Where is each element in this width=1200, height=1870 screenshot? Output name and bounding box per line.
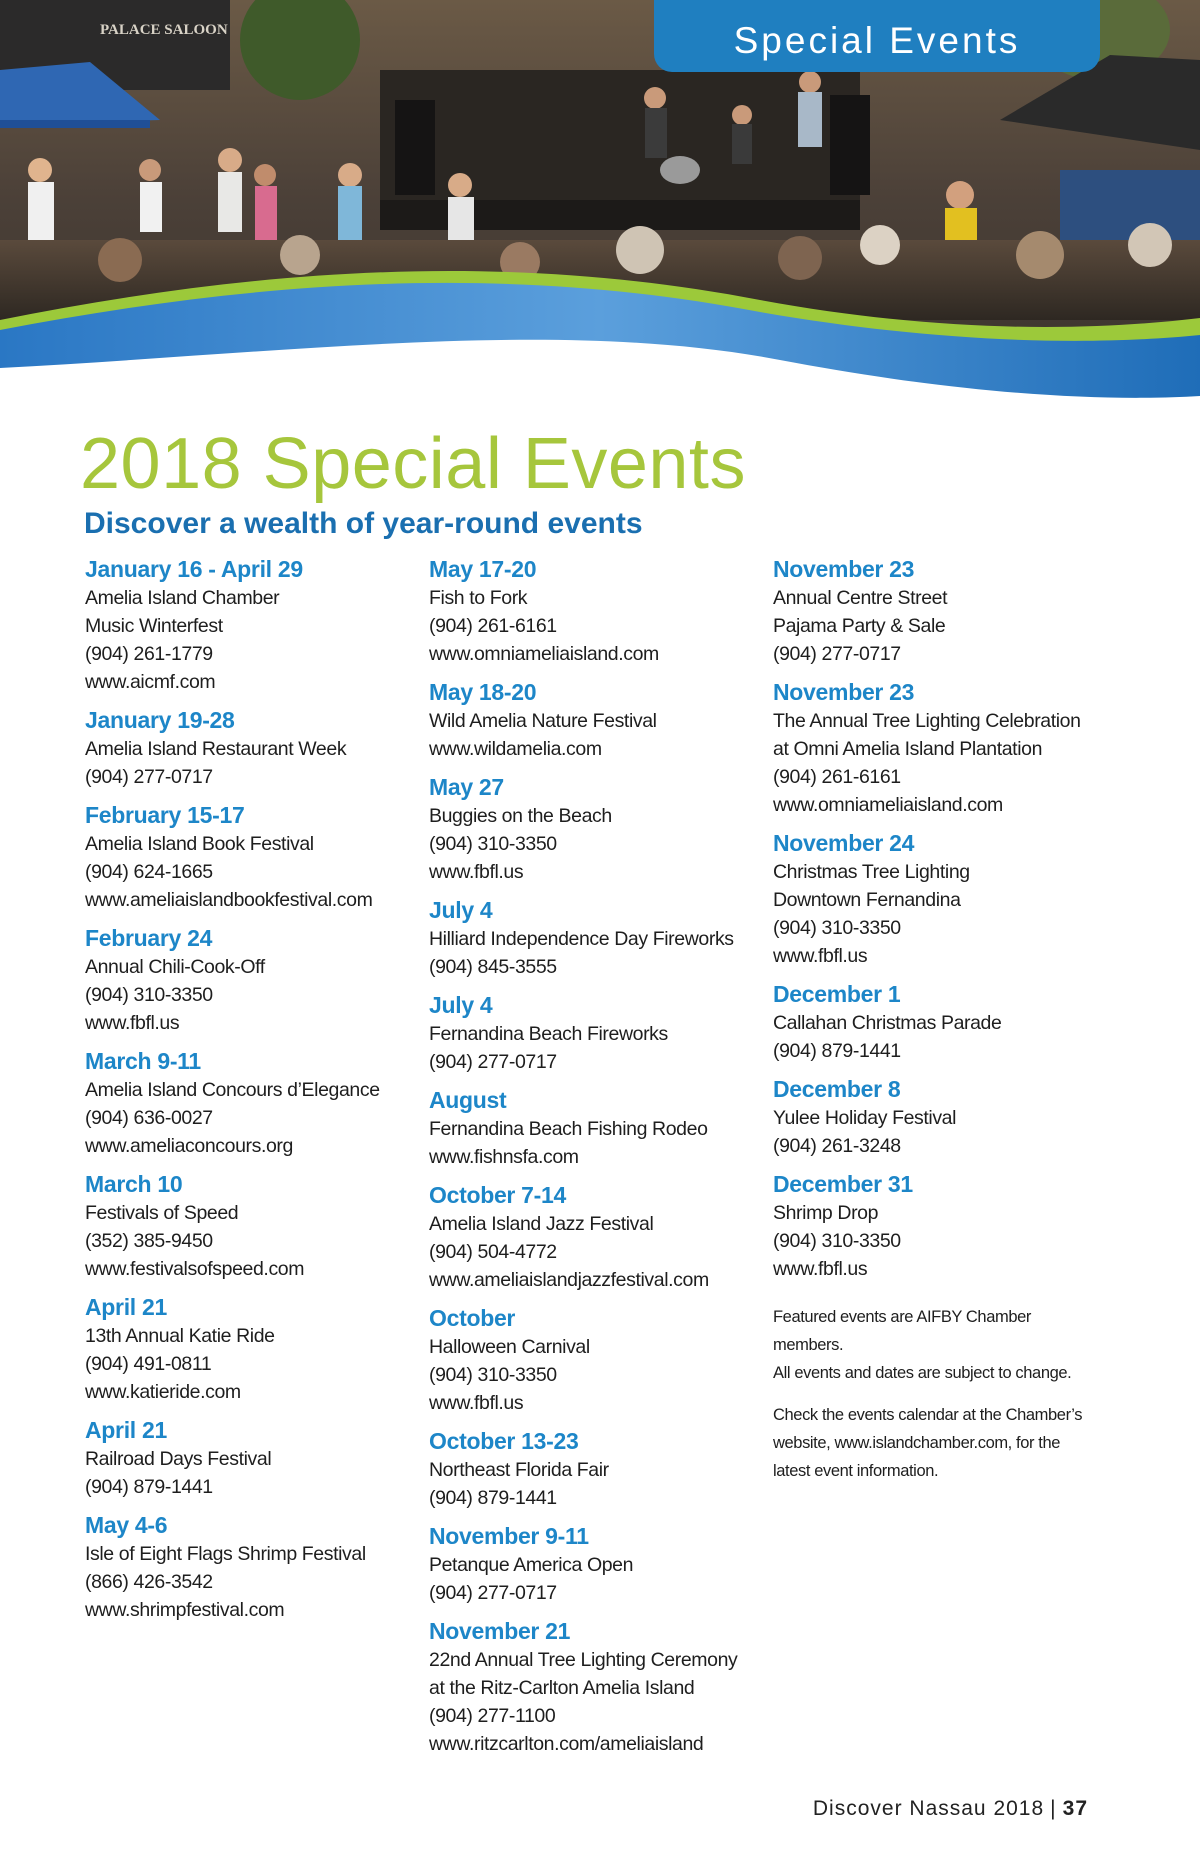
event-phone: (904) 310-3350 bbox=[773, 1230, 901, 1252]
event-name: Isle of Eight Flags Shrimp Festival bbox=[85, 1543, 366, 1565]
event-name: Annual Chili-Cook-Off bbox=[85, 956, 265, 978]
event-date: December 31 bbox=[773, 1171, 913, 1197]
event-entry bbox=[429, 1085, 779, 1171]
event-name: 22nd Annual Tree Lighting Ceremony bbox=[429, 1649, 738, 1671]
event-date: January 19-28 bbox=[85, 707, 235, 733]
event-entry bbox=[429, 1521, 779, 1607]
event-date: October bbox=[429, 1305, 516, 1331]
event-website: www.omniameliaisland.com bbox=[429, 643, 659, 665]
event-entry bbox=[773, 1074, 1093, 1160]
section-tab: Special Events bbox=[654, 0, 1100, 72]
event-phone: (904) 845-3555 bbox=[429, 956, 557, 978]
event-name: The Annual Tree Lighting Celebration bbox=[773, 710, 1081, 732]
event-phone: (904) 310-3350 bbox=[429, 833, 557, 855]
events-list bbox=[773, 554, 1093, 1283]
event-entry bbox=[773, 828, 1093, 970]
note-line: Check the events calendar at the Chamber’s bbox=[773, 1406, 1083, 1424]
note-line: Featured events are AIFBY Chamber members. bbox=[773, 1308, 1031, 1354]
event-date: November 21 bbox=[429, 1618, 571, 1644]
event-website: www.fishnsfa.com bbox=[429, 1146, 579, 1168]
event-phone: (352) 385-9450 bbox=[85, 1230, 213, 1252]
event-phone: (904) 879-1441 bbox=[429, 1487, 557, 1509]
event-entry bbox=[85, 1169, 425, 1283]
publication-name: Discover Nassau 2018 bbox=[812, 1797, 1045, 1820]
event-entry bbox=[773, 1169, 1093, 1283]
event-entry bbox=[85, 1415, 425, 1501]
events-column-2 bbox=[429, 554, 779, 1767]
event-website: www.aicmf.com bbox=[85, 671, 216, 693]
event-entry bbox=[429, 772, 779, 886]
event-phone: (904) 277-0717 bbox=[85, 766, 213, 788]
saloon-sign: PALACE SALOON bbox=[100, 22, 228, 38]
event-phone: (904) 504-4772 bbox=[429, 1241, 557, 1263]
page-title: 2018 Special Events bbox=[80, 424, 746, 504]
event-entry bbox=[429, 677, 779, 763]
event-phone: (904) 261-6161 bbox=[429, 615, 557, 637]
event-website: www.omniameliaisland.com bbox=[773, 794, 1003, 816]
event-name: Christmas Tree Lighting bbox=[773, 861, 970, 883]
event-date: November 23 bbox=[773, 556, 915, 582]
event-date: August bbox=[429, 1087, 507, 1113]
event-name: Yulee Holiday Festival bbox=[773, 1107, 957, 1129]
event-date: May 18-20 bbox=[429, 679, 537, 705]
event-date: February 15-17 bbox=[85, 802, 245, 828]
event-phone: (904) 310-3350 bbox=[429, 1364, 557, 1386]
event-date: December 8 bbox=[773, 1076, 901, 1102]
event-entry bbox=[85, 705, 425, 791]
event-date: March 10 bbox=[85, 1171, 183, 1197]
event-entry bbox=[429, 895, 779, 981]
event-date: January 16 - April 29 bbox=[85, 556, 303, 582]
event-name: Buggies on the Beach bbox=[429, 805, 612, 827]
event-date: October 13-23 bbox=[429, 1428, 579, 1454]
event-website: www.fbfl.us bbox=[773, 1258, 868, 1280]
event-website: www.fbfl.us bbox=[429, 861, 524, 883]
event-website: www.ameliaislandjazzfestival.com bbox=[429, 1269, 709, 1291]
event-phone: (904) 277-0717 bbox=[429, 1051, 557, 1073]
events-column-3 bbox=[773, 554, 1093, 1499]
event-name: Callahan Christmas Parade bbox=[773, 1012, 1002, 1034]
event-name: at Omni Amelia Island Plantation bbox=[773, 738, 1043, 760]
event-phone: (904) 261-1779 bbox=[85, 643, 213, 665]
event-name: Amelia Island Chamber bbox=[85, 587, 280, 609]
event-name: Wild Amelia Nature Festival bbox=[429, 710, 657, 732]
event-name: Shrimp Drop bbox=[773, 1202, 879, 1224]
event-phone: (904) 261-3248 bbox=[773, 1135, 901, 1157]
note-paragraph bbox=[773, 1303, 1093, 1387]
event-entry bbox=[773, 554, 1093, 668]
event-date: October 7-14 bbox=[429, 1182, 567, 1208]
event-name: Amelia Island Book Festival bbox=[85, 833, 314, 855]
event-website: www.fbfl.us bbox=[429, 1392, 524, 1414]
note-line: website, www.islandchamber.com, for the bbox=[773, 1434, 1061, 1452]
event-date: March 9-11 bbox=[85, 1048, 201, 1074]
event-entry bbox=[85, 800, 425, 914]
event-phone: (904) 879-1441 bbox=[85, 1476, 213, 1498]
event-website: www.fbfl.us bbox=[773, 945, 868, 967]
footer-separator: | bbox=[1050, 1797, 1057, 1820]
page-number: 37 bbox=[1062, 1797, 1088, 1820]
event-name: 13th Annual Katie Ride bbox=[85, 1325, 275, 1347]
event-entry bbox=[429, 1180, 779, 1294]
event-phone: (904) 624-1665 bbox=[85, 861, 213, 883]
event-phone: (904) 310-3350 bbox=[85, 984, 213, 1006]
event-date: November 24 bbox=[773, 830, 915, 856]
event-name: Northeast Florida Fair bbox=[429, 1459, 609, 1481]
event-website: www.wildamelia.com bbox=[429, 738, 602, 760]
event-website: www.shrimpfestival.com bbox=[85, 1599, 285, 1621]
event-website: www.ameliaconcours.org bbox=[85, 1135, 293, 1157]
event-date: July 4 bbox=[429, 992, 493, 1018]
event-entry bbox=[429, 1616, 779, 1758]
event-name: Halloween Carnival bbox=[429, 1336, 590, 1358]
event-phone: (904) 277-0717 bbox=[773, 643, 901, 665]
event-entry bbox=[85, 554, 425, 696]
event-name: Fernandina Beach Fireworks bbox=[429, 1023, 668, 1045]
event-date: February 24 bbox=[85, 925, 213, 951]
event-date: July 4 bbox=[429, 897, 493, 923]
event-date: November 9-11 bbox=[429, 1523, 589, 1549]
event-phone: (904) 491-0811 bbox=[85, 1353, 212, 1375]
event-entry bbox=[773, 979, 1093, 1065]
event-name: at the Ritz-Carlton Amelia Island bbox=[429, 1677, 695, 1699]
event-phone: (904) 636-0027 bbox=[85, 1107, 213, 1129]
event-entry bbox=[429, 990, 779, 1076]
event-name: Railroad Days Festival bbox=[85, 1448, 272, 1470]
event-phone: (904) 277-1100 bbox=[429, 1705, 556, 1727]
event-website: www.fbfl.us bbox=[85, 1012, 180, 1034]
event-name: Fish to Fork bbox=[429, 587, 528, 609]
event-phone: (904) 310-3350 bbox=[773, 917, 901, 939]
event-date: November 23 bbox=[773, 679, 915, 705]
event-phone: (904) 277-0717 bbox=[429, 1582, 557, 1604]
event-name: Annual Centre Street bbox=[773, 587, 948, 609]
event-entry bbox=[85, 1046, 425, 1160]
event-entry bbox=[773, 677, 1093, 819]
event-website: www.ameliaislandbookfestival.com bbox=[85, 889, 373, 911]
note-paragraph bbox=[773, 1401, 1093, 1485]
events-column-1 bbox=[85, 554, 425, 1633]
event-name: Hilliard Independence Day Fireworks bbox=[429, 928, 734, 950]
notes bbox=[773, 1303, 1093, 1485]
event-name: Festivals of Speed bbox=[85, 1202, 239, 1224]
note-line: latest event information. bbox=[773, 1462, 939, 1480]
event-name: Amelia Island Concours d’Elegance bbox=[85, 1079, 380, 1101]
event-phone: (866) 426-3542 bbox=[85, 1571, 213, 1593]
event-website: www.katieride.com bbox=[85, 1381, 241, 1403]
event-entry bbox=[85, 923, 425, 1037]
event-entry bbox=[85, 1510, 425, 1624]
note-line: All events and dates are subject to change. bbox=[773, 1364, 1072, 1382]
event-date: May 17-20 bbox=[429, 556, 537, 582]
event-name: Downtown Fernandina bbox=[773, 889, 961, 911]
event-name: Pajama Party & Sale bbox=[773, 615, 946, 637]
event-entry bbox=[429, 1303, 779, 1417]
event-name: Music Winterfest bbox=[85, 615, 223, 637]
event-website: www.festivalsofspeed.com bbox=[85, 1258, 305, 1280]
event-date: May 4-6 bbox=[85, 1512, 168, 1538]
event-phone: (904) 261-6161 bbox=[773, 766, 901, 788]
page-footer bbox=[813, 1797, 1088, 1821]
event-entry bbox=[429, 554, 779, 668]
event-name: Fernandina Beach Fishing Rodeo bbox=[429, 1118, 708, 1140]
event-website: www.ritzcarlton.com/ameliaisland bbox=[429, 1733, 704, 1755]
event-name: Amelia Island Jazz Festival bbox=[429, 1213, 654, 1235]
event-date: April 21 bbox=[85, 1417, 167, 1443]
event-name: Amelia Island Restaurant Week bbox=[85, 738, 347, 760]
event-date: December 1 bbox=[773, 981, 901, 1007]
event-entry bbox=[85, 1292, 425, 1406]
event-entry bbox=[429, 1426, 779, 1512]
event-phone: (904) 879-1441 bbox=[773, 1040, 901, 1062]
page-subtitle: Discover a wealth of year-round events bbox=[84, 507, 643, 540]
event-date: April 21 bbox=[85, 1294, 167, 1320]
event-date: May 27 bbox=[429, 774, 504, 800]
event-name: Petanque America Open bbox=[429, 1554, 634, 1576]
